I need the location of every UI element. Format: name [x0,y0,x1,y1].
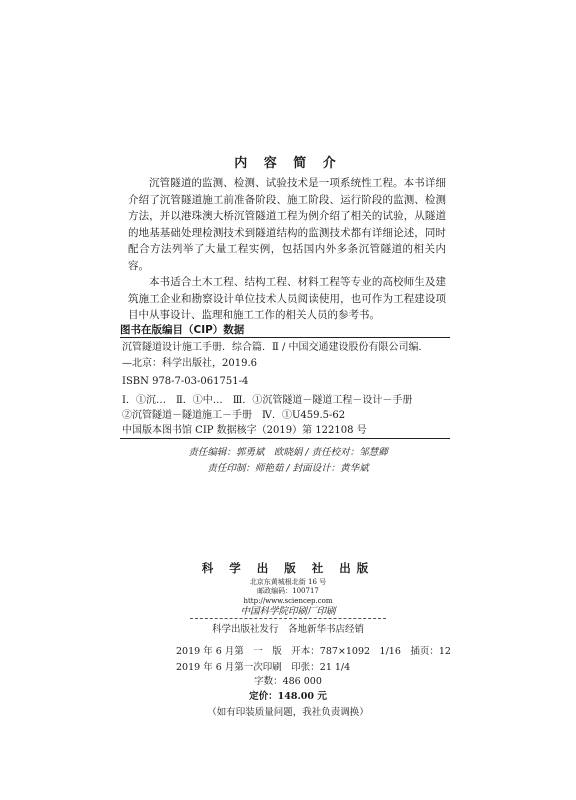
publisher-website: http://www.sciencep.com [243,597,333,605]
printer-line: 中国科学院印刷厂印刷 [240,606,336,617]
publisher-address: 北京东黄城根北街 16 号 [249,578,327,586]
quality-notice: （如有印装质量问题，我社负责调换） [207,707,369,718]
cip-bottom-rule [120,438,450,439]
summary-title: 内 容 简 介 [234,156,342,171]
publisher-postcode: 邮政编码：100717 [257,587,319,595]
cip-heading: 图书在版编目（CIP）数据 [120,324,245,336]
summary-paragraph-1: 沉管隧道的监测、检测、试验技术是一项系统性工程。本书详细介绍了沉管隧道施工前准备阶段、施工阶段、运行阶段的监测、检测方法，并以港珠澳大桥沉管隧道工程为例介绍了相关的试验，从隧道的地基基础处理检测技术到隧道结构的监测技术都有详细论述，同时配合方法列举了大量工程实例，包括国内外多条沉管隧道的相关内容。 [128,177,446,272]
printer-divider [190,618,386,619]
publisher-name: 科 学 出 版 社 出版 [201,561,375,575]
cip-line-subjects-2: ②沉管隧道－隧道施工－手册 Ⅳ．①U459.5-62 [122,410,346,421]
staff-editors: 责任编辑：郭勇斌 欧晓娟 / 责任校对：邹慧卿 [188,447,388,458]
summary-paragraph-2: 本书适合土木工程、结构工程、材料工程等专业的高校师生及建筑施工企业和勘察设计单位技术人员阅读使用，也可作为工程建设项目中从事设计、监理和施工工作的相关人员的参考书。 [128,276,446,321]
cip-line-imprint: —北京：科学出版社，2019.6 [122,358,257,369]
price: 定价：148.00 元 [249,691,327,702]
staff-production: 责任印制：师艳茹 / 封面设计：黄华斌 [207,463,369,474]
cip-line-subjects-1: Ⅰ．①沉… Ⅱ．①中… Ⅲ．①沉管隧道－隧道工程－设计－手册 [122,395,413,406]
printing-line: 2019 年 6 月第一次印刷 印张：21 1/4 [176,662,351,673]
cip-top-rule [120,337,450,338]
cip-line-cip-number: 中国版本图书馆 CIP 数据核字（2019）第 122108 号 [122,425,367,436]
word-count: 字数：486 000 [254,676,322,687]
cip-line-isbn: ISBN 978-7-03-061751-4 [122,376,249,387]
cip-line-title: 沉管隧道设计施工手册．综合篇．Ⅱ / 中国交通建设股份有限公司编． [122,342,429,353]
summary-body [128,175,446,324]
edition-line: 2019 年 6 月第 一 版 开本：787×1092 1/16 插页：12 [176,646,451,657]
distributor-line: 科学出版社发行 各地新华书店经销 [211,624,364,635]
